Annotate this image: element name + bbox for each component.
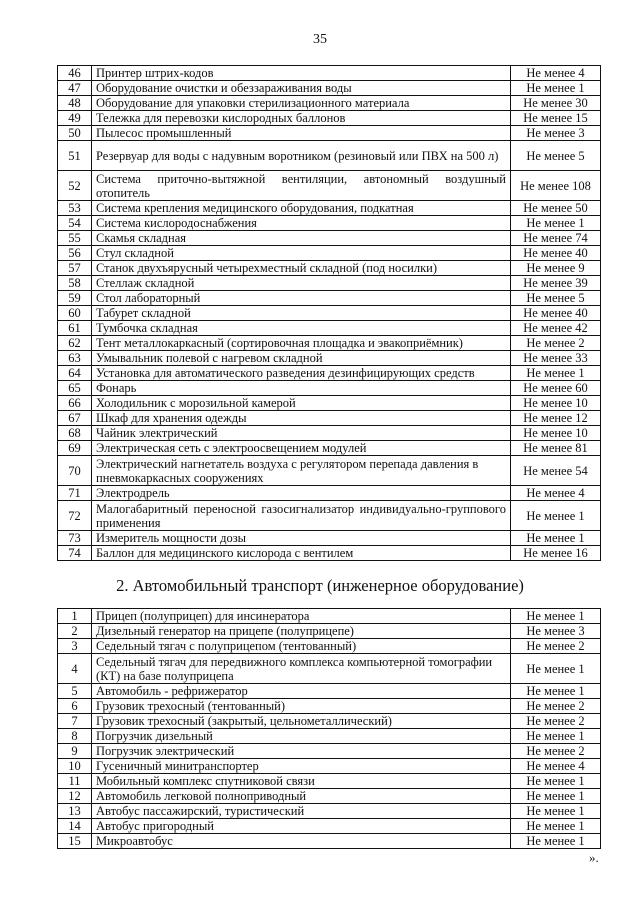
table-row	[58, 396, 601, 411]
table-row	[58, 744, 601, 759]
row-number: 12	[58, 789, 92, 804]
item-name: Прицеп (полуприцеп) для инсинератора	[92, 609, 511, 624]
table-row	[58, 81, 601, 96]
item-quantity: Не менее 40	[511, 246, 601, 261]
item-quantity: Не менее 50	[511, 201, 601, 216]
row-number: 52	[58, 171, 92, 201]
item-quantity: Не менее 16	[511, 546, 601, 561]
item-quantity: Не менее 60	[511, 381, 601, 396]
table-row	[58, 411, 601, 426]
item-name: Измеритель мощности дозы	[92, 531, 511, 546]
row-number: 74	[58, 546, 92, 561]
row-number: 70	[58, 456, 92, 486]
item-name: Электрическая сеть с электроосвещением модулей	[92, 441, 511, 456]
table-row	[58, 789, 601, 804]
row-number: 50	[58, 126, 92, 141]
table-row	[58, 609, 601, 624]
item-name: Стул складной	[92, 246, 511, 261]
row-number: 7	[58, 714, 92, 729]
item-name: Седельный тягач с полуприцепом (тентованный)	[92, 639, 511, 654]
row-number: 55	[58, 231, 92, 246]
item-quantity: Не менее 2	[511, 744, 601, 759]
item-name: Оборудование очистки и обеззараживания воды	[92, 81, 511, 96]
page-number: 35	[313, 32, 327, 47]
item-name: Стеллаж складной	[92, 276, 511, 291]
item-quantity: Не менее 1	[511, 531, 601, 546]
row-number: 1	[58, 609, 92, 624]
row-number: 63	[58, 351, 92, 366]
row-number: 5	[58, 684, 92, 699]
item-name: Стол лабораторный	[92, 291, 511, 306]
row-number: 53	[58, 201, 92, 216]
table-row	[58, 486, 601, 501]
item-quantity: Не менее 40	[511, 306, 601, 321]
row-number: 71	[58, 486, 92, 501]
item-name: Погрузчик электрический	[92, 744, 511, 759]
item-name: Микроавтобус	[92, 834, 511, 849]
table-row	[58, 366, 601, 381]
item-quantity: Не менее 1	[511, 774, 601, 789]
table-row	[58, 714, 601, 729]
table-row	[58, 759, 601, 774]
row-number: 4	[58, 654, 92, 684]
row-number: 60	[58, 306, 92, 321]
table-row	[58, 531, 601, 546]
item-quantity: Не менее 2	[511, 699, 601, 714]
table-row	[58, 201, 601, 216]
item-name: Грузовик трехосный (тентованный)	[92, 699, 511, 714]
item-quantity: Не менее 81	[511, 441, 601, 456]
table-row	[58, 426, 601, 441]
section-title: 2. Автомобильный транспорт (инженерное оборудование)	[116, 576, 524, 595]
table-row	[58, 654, 601, 684]
item-name: Тележка для перевозки кислородных баллонов	[92, 111, 511, 126]
item-quantity: Не менее 5	[511, 291, 601, 306]
item-quantity: Не менее 10	[511, 396, 601, 411]
item-quantity: Не менее 1	[511, 834, 601, 849]
row-number: 48	[58, 96, 92, 111]
equipment-table	[57, 65, 601, 561]
row-number: 11	[58, 774, 92, 789]
item-quantity: Не менее 42	[511, 321, 601, 336]
table-row	[58, 141, 601, 171]
table-row	[58, 321, 601, 336]
vehicle-table	[57, 608, 601, 849]
item-name: Шкаф для хранения одежды	[92, 411, 511, 426]
table-row	[58, 351, 601, 366]
item-quantity: Не менее 3	[511, 126, 601, 141]
item-name: Скамья складная	[92, 231, 511, 246]
table-row	[58, 171, 601, 201]
item-quantity: Не менее 10	[511, 426, 601, 441]
table-row	[58, 216, 601, 231]
row-number: 65	[58, 381, 92, 396]
row-number: 51	[58, 141, 92, 171]
table-row	[58, 546, 601, 561]
row-number: 68	[58, 426, 92, 441]
table-row	[58, 96, 601, 111]
item-name: Система крепления медицинского оборудования, подкатная	[92, 201, 511, 216]
item-quantity: Не менее 74	[511, 231, 601, 246]
item-name: Фонарь	[92, 381, 511, 396]
item-quantity: Не менее 2	[511, 336, 601, 351]
item-quantity: Не менее 1	[511, 789, 601, 804]
item-name: Установка для автоматического разведения дезинфицирующих средств	[92, 366, 511, 381]
item-quantity: Не менее 2	[511, 714, 601, 729]
item-name: Седельный тягач для передвижного комплекса компьютерной томографии (КТ) на базе полуприцепа	[92, 654, 511, 684]
table-row	[58, 501, 601, 531]
item-name: Дизельный генератор на прицепе (полуприцепе)	[92, 624, 511, 639]
row-number: 62	[58, 336, 92, 351]
item-name: Оборудование для упаковки стерилизационного материала	[92, 96, 511, 111]
vehicle-table-body	[58, 609, 601, 849]
table-row	[58, 336, 601, 351]
equipment-table-body	[58, 66, 601, 561]
row-number: 57	[58, 261, 92, 276]
row-number: 56	[58, 246, 92, 261]
row-number: 2	[58, 624, 92, 639]
item-quantity: Не менее 33	[511, 351, 601, 366]
row-number: 54	[58, 216, 92, 231]
item-name: Автобус пригородный	[92, 819, 511, 834]
row-number: 73	[58, 531, 92, 546]
item-quantity: Не менее 1	[511, 216, 601, 231]
row-number: 72	[58, 501, 92, 531]
row-number: 8	[58, 729, 92, 744]
item-quantity: Не менее 1	[511, 819, 601, 834]
row-number: 59	[58, 291, 92, 306]
item-quantity: Не менее 1	[511, 366, 601, 381]
item-name: Холодильник с морозильной камерой	[92, 396, 511, 411]
row-number: 47	[58, 81, 92, 96]
row-number: 69	[58, 441, 92, 456]
item-name: Табурет складной	[92, 306, 511, 321]
item-quantity: Не менее 9	[511, 261, 601, 276]
item-quantity: Не менее 1	[511, 609, 601, 624]
item-name: Автомобиль - рефрижератор	[92, 684, 511, 699]
table-row	[58, 456, 601, 486]
table-row	[58, 774, 601, 789]
table-row	[58, 441, 601, 456]
table-row	[58, 261, 601, 276]
item-name: Система кислородоснабжения	[92, 216, 511, 231]
table-row	[58, 126, 601, 141]
item-name: Пылесос промышленный	[92, 126, 511, 141]
row-number: 13	[58, 804, 92, 819]
row-number: 10	[58, 759, 92, 774]
table-row	[58, 246, 601, 261]
item-name: Мобильный комплекс спутниковой связи	[92, 774, 511, 789]
row-number: 49	[58, 111, 92, 126]
table-row	[58, 111, 601, 126]
table-row	[58, 639, 601, 654]
row-number: 66	[58, 396, 92, 411]
item-quantity: Не менее 2	[511, 639, 601, 654]
row-number: 9	[58, 744, 92, 759]
item-quantity: Не менее 1	[511, 729, 601, 744]
table-row	[58, 729, 601, 744]
item-quantity: Не менее 1	[511, 804, 601, 819]
item-name: Автомобиль легковой полноприводный	[92, 789, 511, 804]
table-row	[58, 231, 601, 246]
item-name: Умывальник полевой с нагревом складной	[92, 351, 511, 366]
item-name: Станок двухъярусный четырехместный складной (под носилки)	[92, 261, 511, 276]
row-number: 58	[58, 276, 92, 291]
item-quantity: Не менее 1	[511, 684, 601, 699]
item-name: Автобус пассажирский, туристический	[92, 804, 511, 819]
item-quantity: Не менее 4	[511, 486, 601, 501]
item-name: Резервуар для воды с надувным воротником (резиновый или ПВХ на 500 л)	[92, 141, 511, 171]
item-quantity: Не менее 108	[511, 171, 601, 201]
row-number: 61	[58, 321, 92, 336]
item-quantity: Не менее 5	[511, 141, 601, 171]
item-name: Чайник электрический	[92, 426, 511, 441]
item-quantity: Не менее 12	[511, 411, 601, 426]
item-name: Малогабаритный переносной газосигнализатор индивидуально-группового применения	[92, 501, 511, 531]
item-name: Гусеничный минитранспортер	[92, 759, 511, 774]
item-name: Погрузчик дизельный	[92, 729, 511, 744]
item-quantity: Не менее 4	[511, 66, 601, 81]
table-row	[58, 381, 601, 396]
item-quantity: Не менее 1	[511, 654, 601, 684]
item-quantity: Не менее 54	[511, 456, 601, 486]
end-mark: ».	[589, 850, 599, 865]
item-name: Тент металлокаркасный (сортировочная площадка и эвакоприёмник)	[92, 336, 511, 351]
row-number: 64	[58, 366, 92, 381]
item-name: Электрический нагнетатель воздуха с регулятором перепада давления в пневмокаркасных сооружениях	[92, 456, 511, 486]
table-row	[58, 684, 601, 699]
table-row	[58, 276, 601, 291]
item-name: Принтер штрих-кодов	[92, 66, 511, 81]
item-quantity: Не менее 1	[511, 501, 601, 531]
item-quantity: Не менее 1	[511, 81, 601, 96]
row-number: 6	[58, 699, 92, 714]
table-row	[58, 804, 601, 819]
table-row	[58, 66, 601, 81]
table-row	[58, 306, 601, 321]
item-name: Баллон для медицинского кислорода с вентилем	[92, 546, 511, 561]
item-name: Система приточно-вытяжной вентиляции, автономный воздушный отопитель	[92, 171, 511, 201]
row-number: 14	[58, 819, 92, 834]
item-name: Грузовик трехосный (закрытый, цельнометаллический)	[92, 714, 511, 729]
row-number: 3	[58, 639, 92, 654]
row-number: 15	[58, 834, 92, 849]
item-name: Тумбочка складная	[92, 321, 511, 336]
table-row	[58, 819, 601, 834]
item-quantity: Не менее 39	[511, 276, 601, 291]
item-quantity: Не менее 30	[511, 96, 601, 111]
table-row	[58, 291, 601, 306]
item-quantity: Не менее 15	[511, 111, 601, 126]
item-quantity: Не менее 3	[511, 624, 601, 639]
table-row	[58, 834, 601, 849]
row-number: 67	[58, 411, 92, 426]
table-row	[58, 699, 601, 714]
row-number: 46	[58, 66, 92, 81]
item-name: Электродрель	[92, 486, 511, 501]
item-quantity: Не менее 4	[511, 759, 601, 774]
table-row	[58, 624, 601, 639]
